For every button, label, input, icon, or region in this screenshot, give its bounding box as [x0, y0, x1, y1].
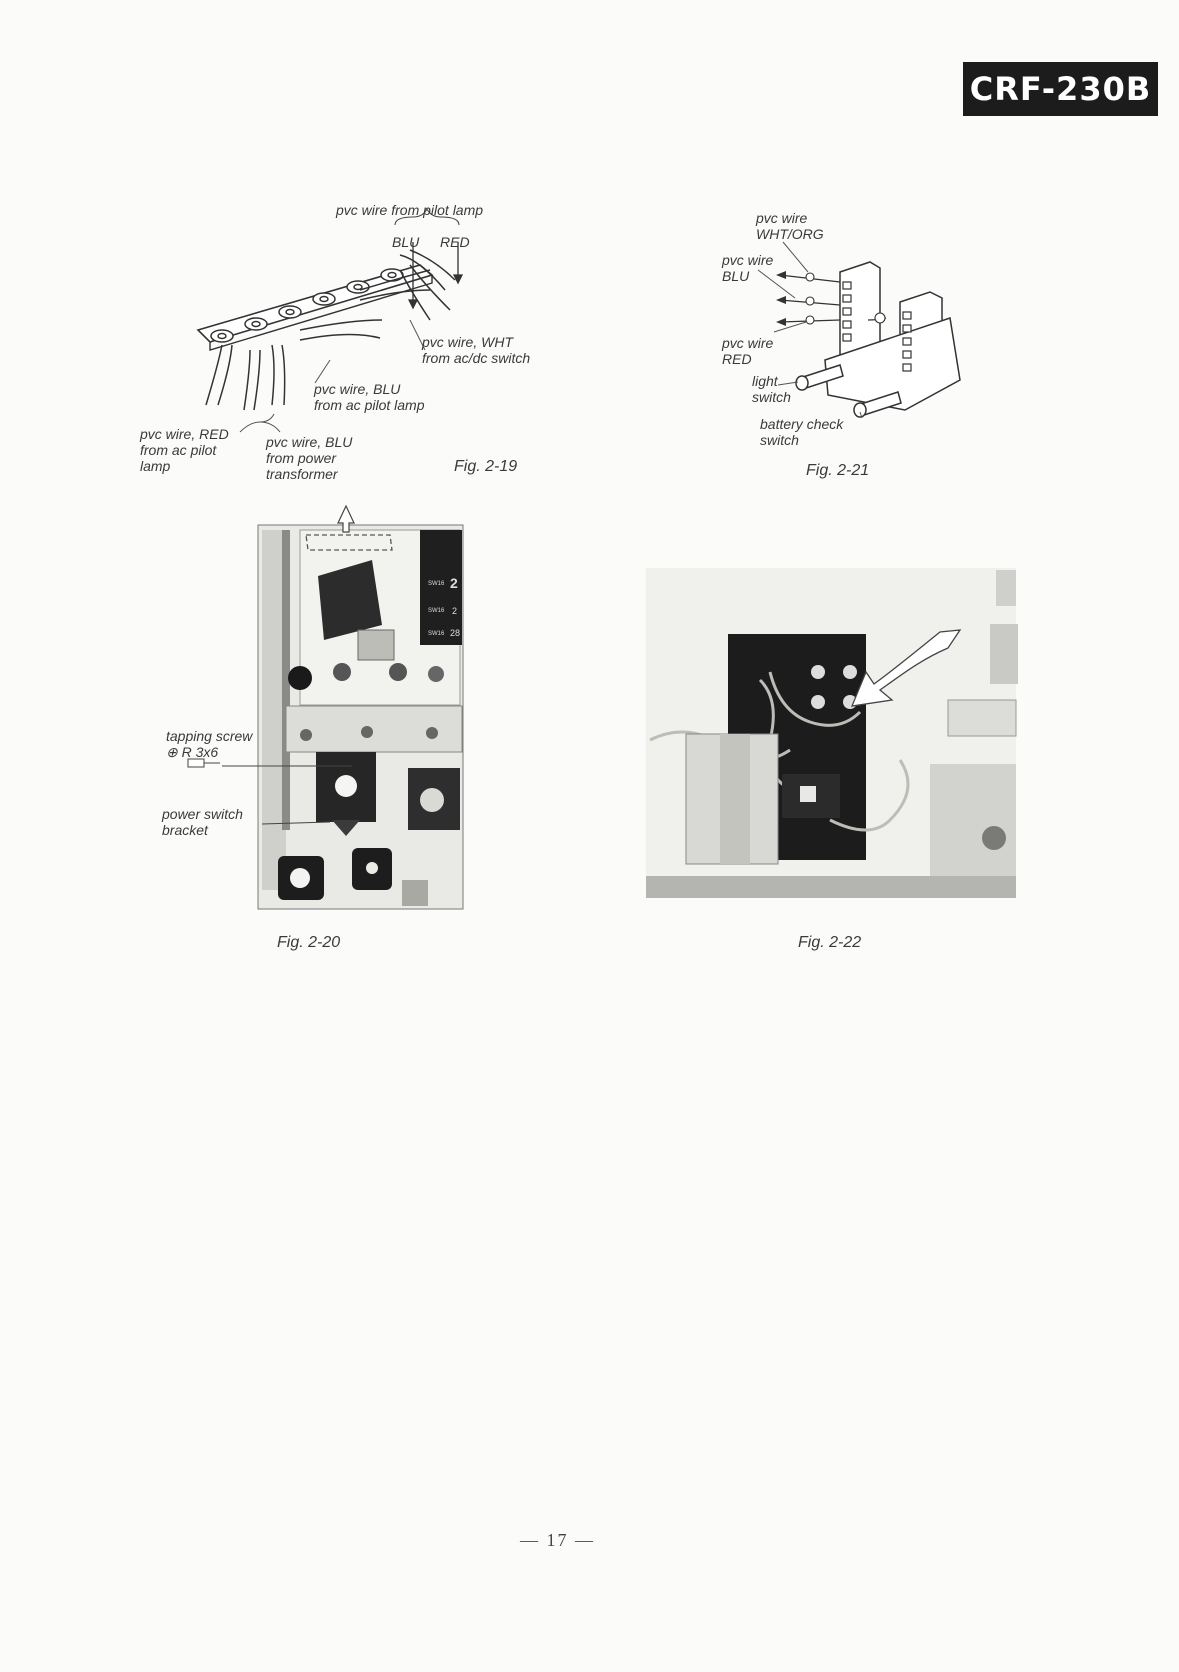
caption-fig-2-22: Fig. 2-22 — [798, 934, 862, 951]
panel-text-1: SW16 — [428, 581, 445, 587]
label-blu-21: pvc wire BLU — [722, 252, 774, 284]
panel-text-5: 2 — [452, 606, 458, 616]
model-badge: CRF-230B — [963, 62, 1158, 116]
label-light-switch: light switch — [752, 373, 791, 405]
label-pilot-lamp-wire: pvc wire from pilot lamp — [336, 202, 484, 218]
label-power-switch-bracket: power switch bracket — [162, 806, 243, 838]
label-blu-transformer: pvc wire, BLU from power transformer — [266, 434, 353, 482]
caption-fig-2-21: Fig. 2-21 — [806, 462, 870, 479]
panel-text-3: SW16 — [428, 631, 445, 637]
label-red-21: pvc wire RED — [722, 335, 774, 367]
panel-text-2: SW16 — [428, 608, 445, 614]
label-red-pilot: pvc wire, RED from ac pilot lamp — [140, 426, 229, 474]
label-blu-pilot: pvc wire, BLU from ac pilot lamp — [314, 381, 425, 413]
panel-text-6: 28 — [450, 628, 461, 638]
panel-text-4: 2 — [450, 575, 458, 591]
label-blu: BLU — [392, 234, 420, 250]
caption-fig-2-19: Fig. 2-19 — [454, 458, 518, 475]
label-wht-org: pvc wire WHT/ORG — [756, 210, 824, 242]
label-red: RED — [440, 234, 470, 250]
label-battery-check: battery check switch — [760, 416, 844, 448]
label-wht-acdc: pvc wire, WHT from ac/dc switch — [422, 334, 531, 366]
label-tapping-screw: tapping screw ⊕ R 3x6 — [166, 728, 253, 760]
page-number: — 17 — — [520, 1530, 595, 1550]
caption-fig-2-20: Fig. 2-20 — [277, 934, 341, 951]
